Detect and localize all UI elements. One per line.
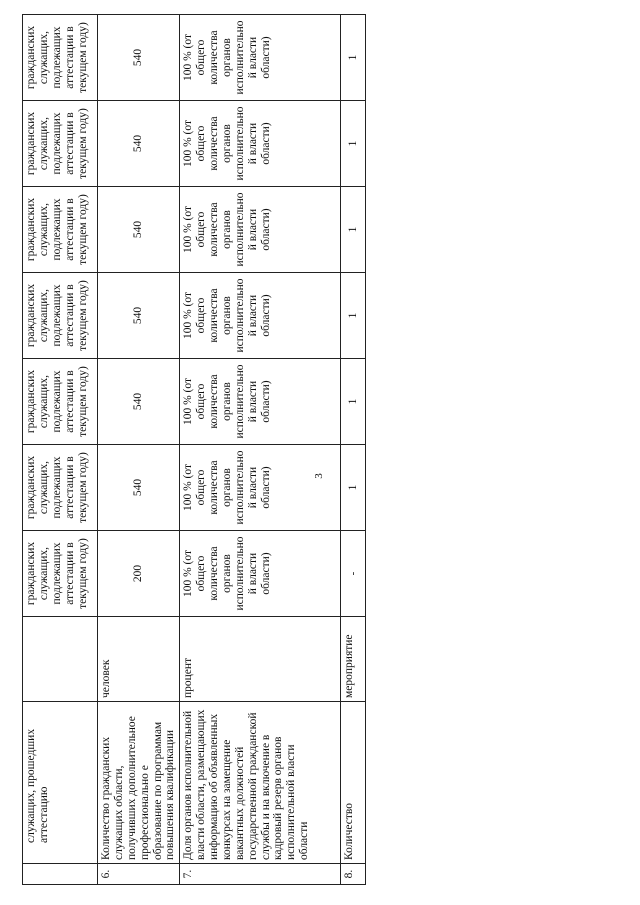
- indicator-name-cell: Количество гражданских служащих области, получивших дополнительное профессионально е образование по программам повышения квалификации: [98, 702, 180, 864]
- value-cell: 540: [98, 187, 180, 273]
- row-number-cell: 8.: [341, 864, 366, 885]
- value-cell: -: [341, 531, 366, 617]
- value-cell: 1: [341, 359, 366, 445]
- unit-cell: процент: [180, 617, 341, 702]
- value-cell: 1: [341, 187, 366, 273]
- table-row: [98, 15, 180, 885]
- value-cell: 1: [341, 101, 366, 187]
- unit-cell: [23, 617, 98, 702]
- value-cell: 100 % (от общего количества органов исполнительно й власти области): [180, 101, 341, 187]
- indicator-name-cell: Доля органов исполнительной власти области, размещающих информацию об объявленных конкурсах на замещение вакантных должностей государственной гражданской службы и на включение в кадровый резерв органов исполнительной власти области: [180, 702, 341, 864]
- unit-cell: мероприятие: [341, 617, 366, 702]
- value-cell: 100 % (от общего количества органов исполнительно й власти области): [180, 187, 341, 273]
- table-row: [23, 15, 98, 885]
- value-cell: 540: [98, 445, 180, 531]
- value-cell: гражданских служащих, подлежащих аттестации в текущем году): [23, 359, 98, 445]
- value-cell: гражданских служащих, подлежащих аттестации в текущем году): [23, 531, 98, 617]
- table-row: [341, 15, 366, 885]
- value-cell: 1: [341, 273, 366, 359]
- value-cell: 540: [98, 359, 180, 445]
- value-cell: 100 % (от общего количества органов исполнительно й власти области): [180, 531, 341, 617]
- value-cell: 200: [98, 531, 180, 617]
- value-cell: 540: [98, 15, 180, 101]
- value-cell: гражданских служащих, подлежащих аттестации в текущем году): [23, 273, 98, 359]
- unit-cell: человек: [98, 617, 180, 702]
- value-cell: 1: [341, 15, 366, 101]
- value-cell: гражданских служащих, подлежащих аттестации в текущем году): [23, 187, 98, 273]
- value-cell: 540: [98, 101, 180, 187]
- value-cell: гражданских служащих, подлежащих аттестации в текущем году): [23, 101, 98, 187]
- value-cell: 100 % (от общего количества органов исполнительно й власти области): [180, 359, 341, 445]
- indicator-name-cell: Количество: [341, 702, 366, 864]
- indicator-name-cell: служащих, прошедших аттестацию: [23, 702, 98, 864]
- row-number-cell: [23, 864, 98, 885]
- value-cell: 540: [98, 273, 180, 359]
- value-cell: 100 % (от общего количества органов исполнительно й власти области): [180, 15, 341, 101]
- page-number: 3: [312, 473, 325, 479]
- row-number-cell: 6.: [98, 864, 180, 885]
- row-number-cell: 7.: [180, 864, 341, 885]
- value-cell: 100 % (от общего количества органов исполнительно й власти области): [180, 445, 341, 531]
- value-cell: 1: [341, 445, 366, 531]
- table-row: [180, 15, 341, 885]
- value-cell: гражданских служащих, подлежащих аттестации в текущем году): [23, 15, 98, 101]
- value-cell: гражданских служащих, подлежащих аттестации в текущем году): [23, 445, 98, 531]
- value-cell: 100 % (от общего количества органов исполнительно й власти области): [180, 273, 341, 359]
- indicators-table: [22, 14, 366, 885]
